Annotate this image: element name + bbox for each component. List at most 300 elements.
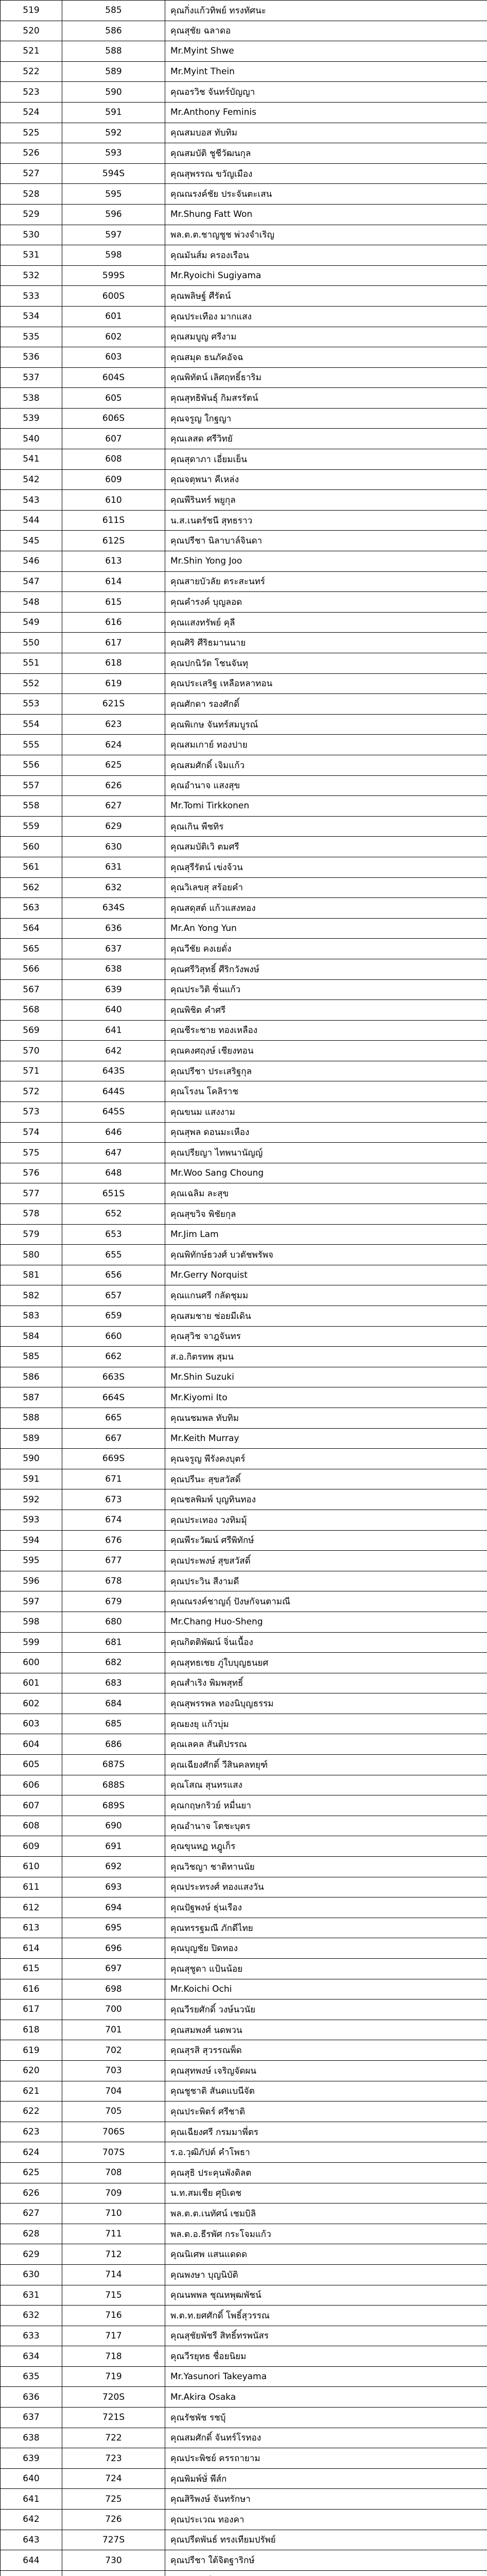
row-number-cell: 638 <box>1 2428 62 2448</box>
member-code-cell: 696 <box>62 1938 165 1959</box>
row-number-cell: 572 <box>1 1081 62 1102</box>
row-number-cell: 562 <box>1 877 62 898</box>
member-code-cell: 630 <box>62 837 165 857</box>
member-code-cell: 694 <box>62 1897 165 1918</box>
row-number-cell: 550 <box>1 633 62 653</box>
member-name-cell: คุณแสงทรัพย์ คุลี <box>165 612 487 633</box>
member-code-cell: 691 <box>62 1836 165 1857</box>
row-number-cell: 626 <box>1 2183 62 2204</box>
table-row <box>1 2489 487 2510</box>
member-name-cell: คุณปรีชา ใต้จิตฐาริกษ์ <box>165 2550 487 2571</box>
row-number-cell: 624 <box>1 2142 62 2163</box>
table-row <box>1 2408 487 2428</box>
member-name-cell: คุณประวิน สีงามดี <box>165 1571 487 1591</box>
member-code-cell: 674 <box>62 1510 165 1530</box>
member-code-cell: 678 <box>62 1571 165 1591</box>
row-number-cell: 621 <box>1 2081 62 2102</box>
member-code-cell: 692 <box>62 1857 165 1877</box>
member-name-cell: พล.ต.อ.ธีรพัศ กระโจมแก้ว <box>165 2224 487 2244</box>
member-name-cell: คุณสมบูญ ศรีงาม <box>165 327 487 347</box>
member-name-cell: คุณประเทอง วงทิมมุ้ <box>165 1510 487 1530</box>
row-number-cell: 576 <box>1 1163 62 1183</box>
row-number-cell: 605 <box>1 1755 62 1775</box>
member-name-cell: คุณอำนาจ โตชะบุตร <box>165 1816 487 1836</box>
row-number-cell: 525 <box>1 123 62 143</box>
table-row <box>1 1122 487 1143</box>
row-number-cell: 519 <box>1 1 62 21</box>
member-name-cell: คุณกฤษกริวย์ หมื่นยา <box>165 1795 487 1816</box>
table-row <box>1 1897 487 1918</box>
row-number-cell: 614 <box>1 1938 62 1959</box>
member-name-cell: คุณสมเกาย์ ทองปาย <box>165 735 487 755</box>
member-name-cell: คุณศิริ ศีริธมานนาย <box>165 633 487 653</box>
table-row <box>1 2550 487 2571</box>
table-row <box>1 1959 487 1979</box>
member-name-cell: Mr.Gerry Norquist <box>165 1265 487 1285</box>
table-row <box>1 429 487 449</box>
table-row <box>1 898 487 919</box>
member-name-cell: คุณปรีดพันธ์ ทรงเทียมปรัพย์ <box>165 2530 487 2550</box>
member-code-cell: 689S <box>62 1795 165 1816</box>
member-code-cell: 641 <box>62 1020 165 1041</box>
table-row <box>1 1632 487 1653</box>
member-name-cell: Mr.Shin Yong Joo <box>165 551 487 572</box>
row-number-cell: 579 <box>1 1224 62 1245</box>
table-row <box>1 1163 487 1183</box>
member-name-cell: คุณศักดา รองศักดิ์ <box>165 694 487 715</box>
member-code-cell: 619 <box>62 673 165 694</box>
row-number-cell: 627 <box>1 2204 62 2224</box>
member-name-cell: คุณจรูญ ใกฐญา <box>165 408 487 429</box>
table-row <box>1 551 487 572</box>
table-row <box>1 2020 487 2040</box>
table-row <box>1 1143 487 1163</box>
member-code-cell: 719 <box>62 2366 165 2387</box>
table-row <box>1 102 487 123</box>
row-number-cell: 536 <box>1 347 62 368</box>
row-number-cell: 521 <box>1 41 62 62</box>
member-name-cell: คุณอรวิช จันทร์บัญญา <box>165 82 487 103</box>
table-row <box>1 1183 487 1204</box>
table-row <box>1 1081 487 1102</box>
table-row <box>1 1367 487 1387</box>
member-code-cell: 686 <box>62 1734 165 1755</box>
member-code-cell: 695 <box>62 1918 165 1938</box>
row-number-cell: 541 <box>1 449 62 470</box>
member-code-cell: 711 <box>62 2224 165 2244</box>
row-number-cell: 622 <box>1 2102 62 2122</box>
table-row <box>1 714 487 735</box>
member-code-cell: 712 <box>62 2244 165 2265</box>
row-number-cell: 559 <box>1 816 62 837</box>
row-number-cell: 589 <box>1 1428 62 1449</box>
member-code-cell: 588 <box>62 41 165 62</box>
row-number-cell: 598 <box>1 1612 62 1632</box>
member-code-cell: 704 <box>62 2081 165 2102</box>
member-code-cell: 594S <box>62 163 165 184</box>
member-code-cell: 643S <box>62 1061 165 1081</box>
row-number-cell: 602 <box>1 1693 62 1714</box>
table-row <box>1 306 487 327</box>
member-code-cell: 669S <box>62 1449 165 1469</box>
table-row <box>1 61 487 82</box>
member-code-cell: 687S <box>62 1755 165 1775</box>
member-name-cell: คุณคำรงค์ บุญลอด <box>165 592 487 613</box>
member-code-cell: 710 <box>62 2204 165 2224</box>
table-row <box>1 490 487 511</box>
table-row <box>1 2102 487 2122</box>
member-name-cell: คุณพิเกษ จันทร์สมบูรณ์ <box>165 714 487 735</box>
row-number-cell: 636 <box>1 2387 62 2408</box>
member-name-cell: คุณสมบัติ ชูชีวัฒนกุล <box>165 143 487 164</box>
row-number-cell: 551 <box>1 653 62 674</box>
row-number-cell: 618 <box>1 2020 62 2040</box>
member-name-cell: Mr.Woo Sang Choung <box>165 1163 487 1183</box>
member-code-cell: 601 <box>62 306 165 327</box>
table-row <box>1 796 487 817</box>
table-row <box>1 877 487 898</box>
table-row <box>1 2081 487 2102</box>
member-code-cell: 673 <box>62 1489 165 1510</box>
row-number-cell: 524 <box>1 102 62 123</box>
table-row <box>1 510 487 531</box>
table-row <box>1 694 487 715</box>
member-name-cell: Mr.Shin Suzuki <box>165 1367 487 1387</box>
member-name-cell: คุณปรีชา ประเสริฐกุล <box>165 1061 487 1081</box>
member-name-cell: คุณสายบัวลัย ตระสะนทร์ <box>165 571 487 592</box>
member-code-cell: 653 <box>62 1224 165 1245</box>
row-number-cell: 530 <box>1 225 62 245</box>
member-name-cell: คุณทรรฐมณี ภักดีไทย <box>165 1918 487 1938</box>
row-number-cell: 581 <box>1 1265 62 1285</box>
table-row <box>1 1938 487 1959</box>
member-name-cell: คุณยงยุ แก้วบุ่ม <box>165 1714 487 1734</box>
member-name-cell: คุณนิเศพ แสนแดดด <box>165 2244 487 2265</box>
member-name-cell: พล.ต.ต.เนทัศน์ เชมบิลิ <box>165 2204 487 2224</box>
row-number-cell: 644 <box>1 2550 62 2571</box>
row-number-cell: 564 <box>1 918 62 939</box>
member-name-cell: คุณชลพิมพ์ บุญทินทอง <box>165 1489 487 1510</box>
table-row <box>1 1061 487 1081</box>
member-name-cell: คุณสุวิช จาฎจันทร <box>165 1326 487 1347</box>
row-number-cell: 582 <box>1 1285 62 1306</box>
member-code-cell: 614 <box>62 571 165 592</box>
member-code-cell: 589 <box>62 61 165 82</box>
member-code-cell: 648 <box>62 1163 165 1183</box>
table-row <box>1 204 487 225</box>
table-row <box>1 1918 487 1938</box>
member-name-cell: คุณพิชิต คำศรี <box>165 1000 487 1021</box>
table-row <box>1 735 487 755</box>
member-name-cell: คุณสุธิ ประคุนพังดิลต <box>165 2162 487 2183</box>
member-code-cell: 623 <box>62 714 165 735</box>
table-row <box>1 2122 487 2142</box>
row-number-cell: 593 <box>1 1510 62 1530</box>
member-code-cell: 714 <box>62 2264 165 2285</box>
row-number-cell: 543 <box>1 490 62 511</box>
member-name-cell: คุณชูชาติ สันดแบนีจัต <box>165 2081 487 2102</box>
table-row <box>1 2244 487 2265</box>
row-number-cell: 552 <box>1 673 62 694</box>
table-row <box>1 21 487 41</box>
member-code-cell: 703 <box>62 2060 165 2081</box>
table-row <box>1 1673 487 1693</box>
row-number-cell: 561 <box>1 857 62 877</box>
table-row <box>1 2162 487 2183</box>
member-code-cell: 625 <box>62 755 165 775</box>
row-number-cell: 580 <box>1 1245 62 1265</box>
table-row <box>1 1612 487 1632</box>
member-name-cell: คุณสมชาย ช่อยมีเดิน <box>165 1306 487 1327</box>
member-code-cell: 715 <box>62 2285 165 2306</box>
row-number-cell: 548 <box>1 592 62 613</box>
member-code-cell: 606S <box>62 408 165 429</box>
table-row <box>1 1836 487 1857</box>
table-row <box>1 1591 487 1612</box>
member-code-cell: 600S <box>62 286 165 307</box>
member-name-cell: คุณสุรีรัตน์ เข่งจ้วน <box>165 857 487 877</box>
member-code-cell: 616 <box>62 612 165 633</box>
member-code-cell: 595 <box>62 184 165 205</box>
member-code-cell: 726 <box>62 2510 165 2530</box>
table-row <box>1 837 487 857</box>
row-number-cell: 578 <box>1 1204 62 1225</box>
member-name-cell: Mr.Kiyomi Ito <box>165 1387 487 1408</box>
row-number-cell: 532 <box>1 265 62 286</box>
table-row <box>1 2387 487 2408</box>
row-number-cell: 533 <box>1 286 62 307</box>
table-row <box>1 2285 487 2306</box>
member-name-cell: คุณสุพล ดอนมะเหือง <box>165 1122 487 1143</box>
member-name-cell: คุณมันส์ม ครองเรือน <box>165 245 487 266</box>
member-code-cell: 683 <box>62 1673 165 1693</box>
table-row <box>1 816 487 837</box>
member-name-cell: คุณพิทัตน์ เลิศฤทธิ์ธาริม <box>165 367 487 388</box>
table-row <box>1 1347 487 1367</box>
row-number-cell: 633 <box>1 2326 62 2346</box>
row-number-cell: 637 <box>1 2408 62 2428</box>
member-table-body <box>1 1 487 2576</box>
table-row <box>1 327 487 347</box>
member-name-cell: คุณนชมพล ทับทิม <box>165 1408 487 1428</box>
member-code-cell: 638 <box>62 959 165 979</box>
member-code-cell: 590 <box>62 82 165 103</box>
member-name-cell: Mr.Ryoichi Sugiyama <box>165 265 487 286</box>
member-name-cell: คุณปรีนะ สุขสวัสดิ์ <box>165 1469 487 1489</box>
table-row <box>1 225 487 245</box>
member-name-cell: Mr.Yasunori Takeyama <box>165 2366 487 2387</box>
table-row <box>1 286 487 307</box>
member-code-cell: 598 <box>62 245 165 266</box>
row-number-cell: 594 <box>1 1530 62 1551</box>
member-name-cell: น.ส.เนตรัชนี สุทธราว <box>165 510 487 531</box>
table-row <box>1 1428 487 1449</box>
member-code-cell: 660 <box>62 1326 165 1347</box>
table-row <box>1 2366 487 2387</box>
member-name-cell: Mr.An Yong Yun <box>165 918 487 939</box>
member-name-cell: คุณจตุพนา คีเหล่ง <box>165 469 487 490</box>
row-number-cell: 553 <box>1 694 62 715</box>
member-code-cell: 662 <box>62 1347 165 1367</box>
member-code-cell: 671 <box>62 1469 165 1489</box>
table-row <box>1 2428 487 2448</box>
table-row <box>1 673 487 694</box>
member-name-cell: คุณณรงค์ชัย ประจันตะเสน <box>165 184 487 205</box>
row-number-cell: 619 <box>1 2040 62 2061</box>
member-code-cell: 655 <box>62 1245 165 1265</box>
row-number-cell: 571 <box>1 1061 62 1081</box>
member-code-cell: 634S <box>62 898 165 919</box>
member-name-cell: คุณสมบอส ทับทิม <box>165 123 487 143</box>
member-code-cell: 690 <box>62 1816 165 1836</box>
row-number-cell: 611 <box>1 1877 62 1897</box>
member-name-cell: คุณจรูญ พีรังคงบุตร์ <box>165 1449 487 1469</box>
row-number-cell: 542 <box>1 469 62 490</box>
member-name-cell: คุณแกนศรี กลัดชุมม <box>165 1285 487 1306</box>
table-row <box>1 1979 487 1999</box>
member-code-cell: 608 <box>62 449 165 470</box>
member-code-cell: 610 <box>62 490 165 511</box>
member-name-cell: คุณโรงน โคลิราช <box>165 1081 487 1102</box>
member-code-cell: 656 <box>62 1265 165 1285</box>
member-code-cell: 636 <box>62 918 165 939</box>
member-name-cell: คุณขุนหฏ หฎูเก็ร <box>165 1836 487 1857</box>
row-number-cell: 544 <box>1 510 62 531</box>
row-number-cell: 592 <box>1 1489 62 1510</box>
row-number-cell: 632 <box>1 2306 62 2326</box>
member-code-cell: 644S <box>62 1081 165 1102</box>
member-code-cell: 665 <box>62 1408 165 1428</box>
table-row <box>1 1469 487 1489</box>
member-name-cell: คุณเลคล สันติปรรณ <box>165 1734 487 1755</box>
row-number-cell: 610 <box>1 1857 62 1877</box>
row-number-cell: 531 <box>1 245 62 266</box>
member-name-cell: คุณพีระวัฒน์ ศรีพิทักษ์ <box>165 1530 487 1551</box>
member-name-cell: คุณสุดาภา เอี่ยมเย็น <box>165 449 487 470</box>
row-number-cell: 601 <box>1 1673 62 1693</box>
row-number-cell: 560 <box>1 837 62 857</box>
row-number-cell: 628 <box>1 2224 62 2244</box>
table-row <box>1 592 487 613</box>
member-name-cell: คุณสุชัยพัชรี สิทธิ์ทรพนัสร <box>165 2326 487 2346</box>
member-code-cell: 701 <box>62 2020 165 2040</box>
member-name-cell: คุณวีรยุทธ ชื่อยนิยม <box>165 2346 487 2367</box>
member-name-cell: คุณสิริพงษ์ จันทรักษา <box>165 2489 487 2510</box>
table-row <box>1 2570 487 2576</box>
table-row <box>1 1795 487 1816</box>
table-row <box>1 347 487 368</box>
member-code-cell: 593 <box>62 143 165 164</box>
member-code-cell: 718 <box>62 2346 165 2367</box>
table-row <box>1 571 487 592</box>
member-name-cell: คุณสุชัย ฉลาดอ <box>165 21 487 41</box>
member-name-cell: คุณกิตติพัฒน์ จิ่นเนื้อง <box>165 1632 487 1653</box>
member-code-cell: 676 <box>62 1530 165 1551</box>
row-number-cell: 625 <box>1 2162 62 2183</box>
member-name-cell: คุณสมุด ธนภัคอัจฉ <box>165 347 487 368</box>
member-code-cell: 693 <box>62 1877 165 1897</box>
row-number-cell: 586 <box>1 1367 62 1387</box>
table-row <box>1 1877 487 1897</box>
table-row <box>1 143 487 164</box>
member-name-cell: คุณขนม แสงงาม <box>165 1102 487 1123</box>
member-name-cell: คุณชีระชาย ทองเหลือง <box>165 1020 487 1041</box>
member-name-cell: คุณประทรงศ์ ทองแสงวัน <box>165 1877 487 1897</box>
table-row <box>1 184 487 205</box>
row-number-cell: 607 <box>1 1795 62 1816</box>
member-name-cell: ร.อ.วุฒิภัปต์ คำโพธา <box>165 2142 487 2163</box>
member-code-cell: 642 <box>62 1041 165 1061</box>
member-code-cell: 632 <box>62 877 165 898</box>
table-row <box>1 1224 487 1245</box>
row-number-cell: 588 <box>1 1408 62 1428</box>
row-number-cell: 587 <box>1 1387 62 1408</box>
row-number-cell: 639 <box>1 2448 62 2469</box>
member-name-cell: คุณรัชพัช รชบุ้ <box>165 2408 487 2428</box>
table-row <box>1 2306 487 2326</box>
table-row <box>1 2346 487 2367</box>
member-code-cell: 667 <box>62 1428 165 1449</box>
member-code-cell: 603 <box>62 347 165 368</box>
row-number-cell: 537 <box>1 367 62 388</box>
member-code-cell: 596 <box>62 204 165 225</box>
member-name-cell: คุณสุพรรณ ขวัญเมือง <box>165 163 487 184</box>
table-row <box>1 408 487 429</box>
table-row <box>1 1775 487 1795</box>
table-row <box>1 775 487 796</box>
table-row <box>1 245 487 266</box>
member-code-cell: 721S <box>62 2408 165 2428</box>
member-code-cell: 706S <box>62 2122 165 2142</box>
table-row <box>1 1755 487 1775</box>
member-code-cell: 679 <box>62 1591 165 1612</box>
table-row <box>1 2448 487 2469</box>
row-number-cell: 556 <box>1 755 62 775</box>
row-number-cell: 629 <box>1 2244 62 2265</box>
row-number-cell: 606 <box>1 1775 62 1795</box>
member-name-cell: Mr.Chang Huo-Sheng <box>165 1612 487 1632</box>
member-code-cell: 612S <box>62 531 165 551</box>
member-name-cell: คุณสดุสต์ แก้วแสงทอง <box>165 898 487 919</box>
member-name-cell: คุณวีชัย คงเยดั่ง <box>165 939 487 959</box>
row-number-cell: 577 <box>1 1183 62 1204</box>
row-number-cell <box>1 2570 62 2576</box>
row-number-cell: 643 <box>1 2530 62 2550</box>
member-code-cell: 659 <box>62 1306 165 1327</box>
row-number-cell: 623 <box>1 2122 62 2142</box>
member-code-cell: 609 <box>62 469 165 490</box>
row-number-cell: 590 <box>1 1449 62 1469</box>
row-number-cell: 597 <box>1 1591 62 1612</box>
member-code-cell: 657 <box>62 1285 165 1306</box>
row-number-cell: 609 <box>1 1836 62 1857</box>
table-row <box>1 1387 487 1408</box>
member-code-cell: 700 <box>62 1999 165 2020</box>
member-name-cell: คุณสมบัติเวิ ตมศรี <box>165 837 487 857</box>
table-row <box>1 2224 487 2244</box>
member-code-cell: 646 <box>62 1122 165 1143</box>
member-name-cell: Mr.Shung Fatt Won <box>165 204 487 225</box>
table-row <box>1 1306 487 1327</box>
row-number-cell: 574 <box>1 1122 62 1143</box>
member-code-cell: 602 <box>62 327 165 347</box>
member-name-cell: คุณประเทือง มากแสง <box>165 306 487 327</box>
table-row <box>1 1408 487 1428</box>
member-code-cell <box>62 2570 165 2576</box>
table-row <box>1 1000 487 1021</box>
member-name-cell: คุณนพพล ชุณหพุฒพัชน์ <box>165 2285 487 2306</box>
member-code-cell: 611S <box>62 510 165 531</box>
